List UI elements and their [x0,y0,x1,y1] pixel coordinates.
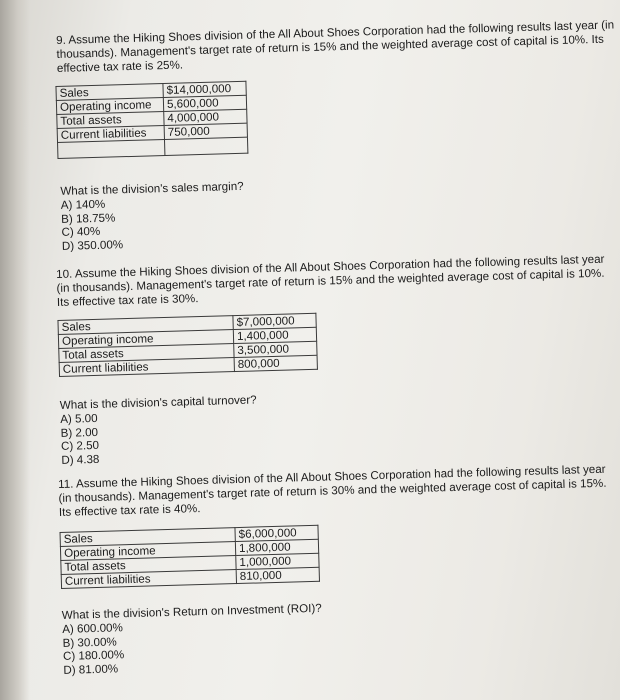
option-a: A) 5.00 [60,411,98,426]
row-label: Sales [60,528,235,547]
row-label: Operating income [58,330,233,349]
row-value: 3,500,000 [234,341,317,357]
question-10 [56,252,620,467]
row-value: 5,600,000 [163,95,246,111]
row-value: $14,000,000 [163,81,246,97]
row-value: 1,800,000 [235,539,318,555]
question-stem: 11. Assume the Hiking Shoes division of the All About Shoes Corporation had the following results last year (in thousands). Management's target rate of return is 30% and the weighted average cost of capital is 15%. Its effective tax rate is 40%. [58,462,607,519]
row-label: Total assets [61,556,236,575]
row-label: Operating income [56,98,163,115]
question-prompt: What is the division's capital turnover? [59,393,257,412]
row-value: 4,000,000 [164,109,247,125]
financial-table [55,81,248,159]
question-prompt: What is the division's Return on Investment (ROI)? [61,601,322,622]
row-label: Total assets [59,344,234,363]
row-value: $6,000,000 [235,525,318,541]
page-edge-shadow [0,0,30,700]
option-c: C) 180.00% [62,648,125,663]
financial-table [60,525,320,589]
row-value: 1,000,000 [236,553,319,569]
row-label: Operating income [60,542,235,561]
row-label: Total assets [57,112,164,129]
question-9 [56,18,620,253]
option-d: D) 4.38 [61,452,100,467]
question-11 [58,462,620,677]
row-label: Current liabilities [59,358,234,377]
row-value: 750,000 [164,123,247,139]
row-label: Current liabilities [57,126,164,143]
row-value: 800,000 [234,355,317,371]
question-stem: 10. Assume the Hiking Shoes division of the All About Shoes Corporation had the following results last year (in thousands). Management's target rate of return is 15% and the weighted average cost of capital is 10%. Its effective tax rate is 30%. [56,252,605,309]
row-label: Sales [58,316,233,335]
option-d: D) 350.00% [61,237,124,253]
option-b: B) 18.75% [60,210,116,226]
option-b: B) 2.00 [60,425,99,440]
question-stem: 9. Assume the Hiking Shoes division of the All About Shoes Corporation had the following results last year (in thousands). Management's target rate of return is 15% and the weighted average cost of capital is 10%. Its effective tax rate is 25%. [56,18,615,75]
option-c: C) 40% [61,224,101,239]
row-label: Current liabilities [61,570,236,589]
row-value: 1,400,000 [233,327,316,343]
financial-table [57,313,317,377]
row-value: $7,000,000 [233,313,316,329]
option-a: A) 140% [60,197,106,212]
row-label: Sales [56,84,163,101]
row-value: 810,000 [236,567,319,583]
option-a: A) 600.00% [62,621,123,636]
question-prompt: What is the division's sales margin? [60,179,244,198]
option-d: D) 81.00% [63,661,119,677]
option-c: C) 2.50 [60,438,100,453]
option-b: B) 30.00% [62,634,117,650]
